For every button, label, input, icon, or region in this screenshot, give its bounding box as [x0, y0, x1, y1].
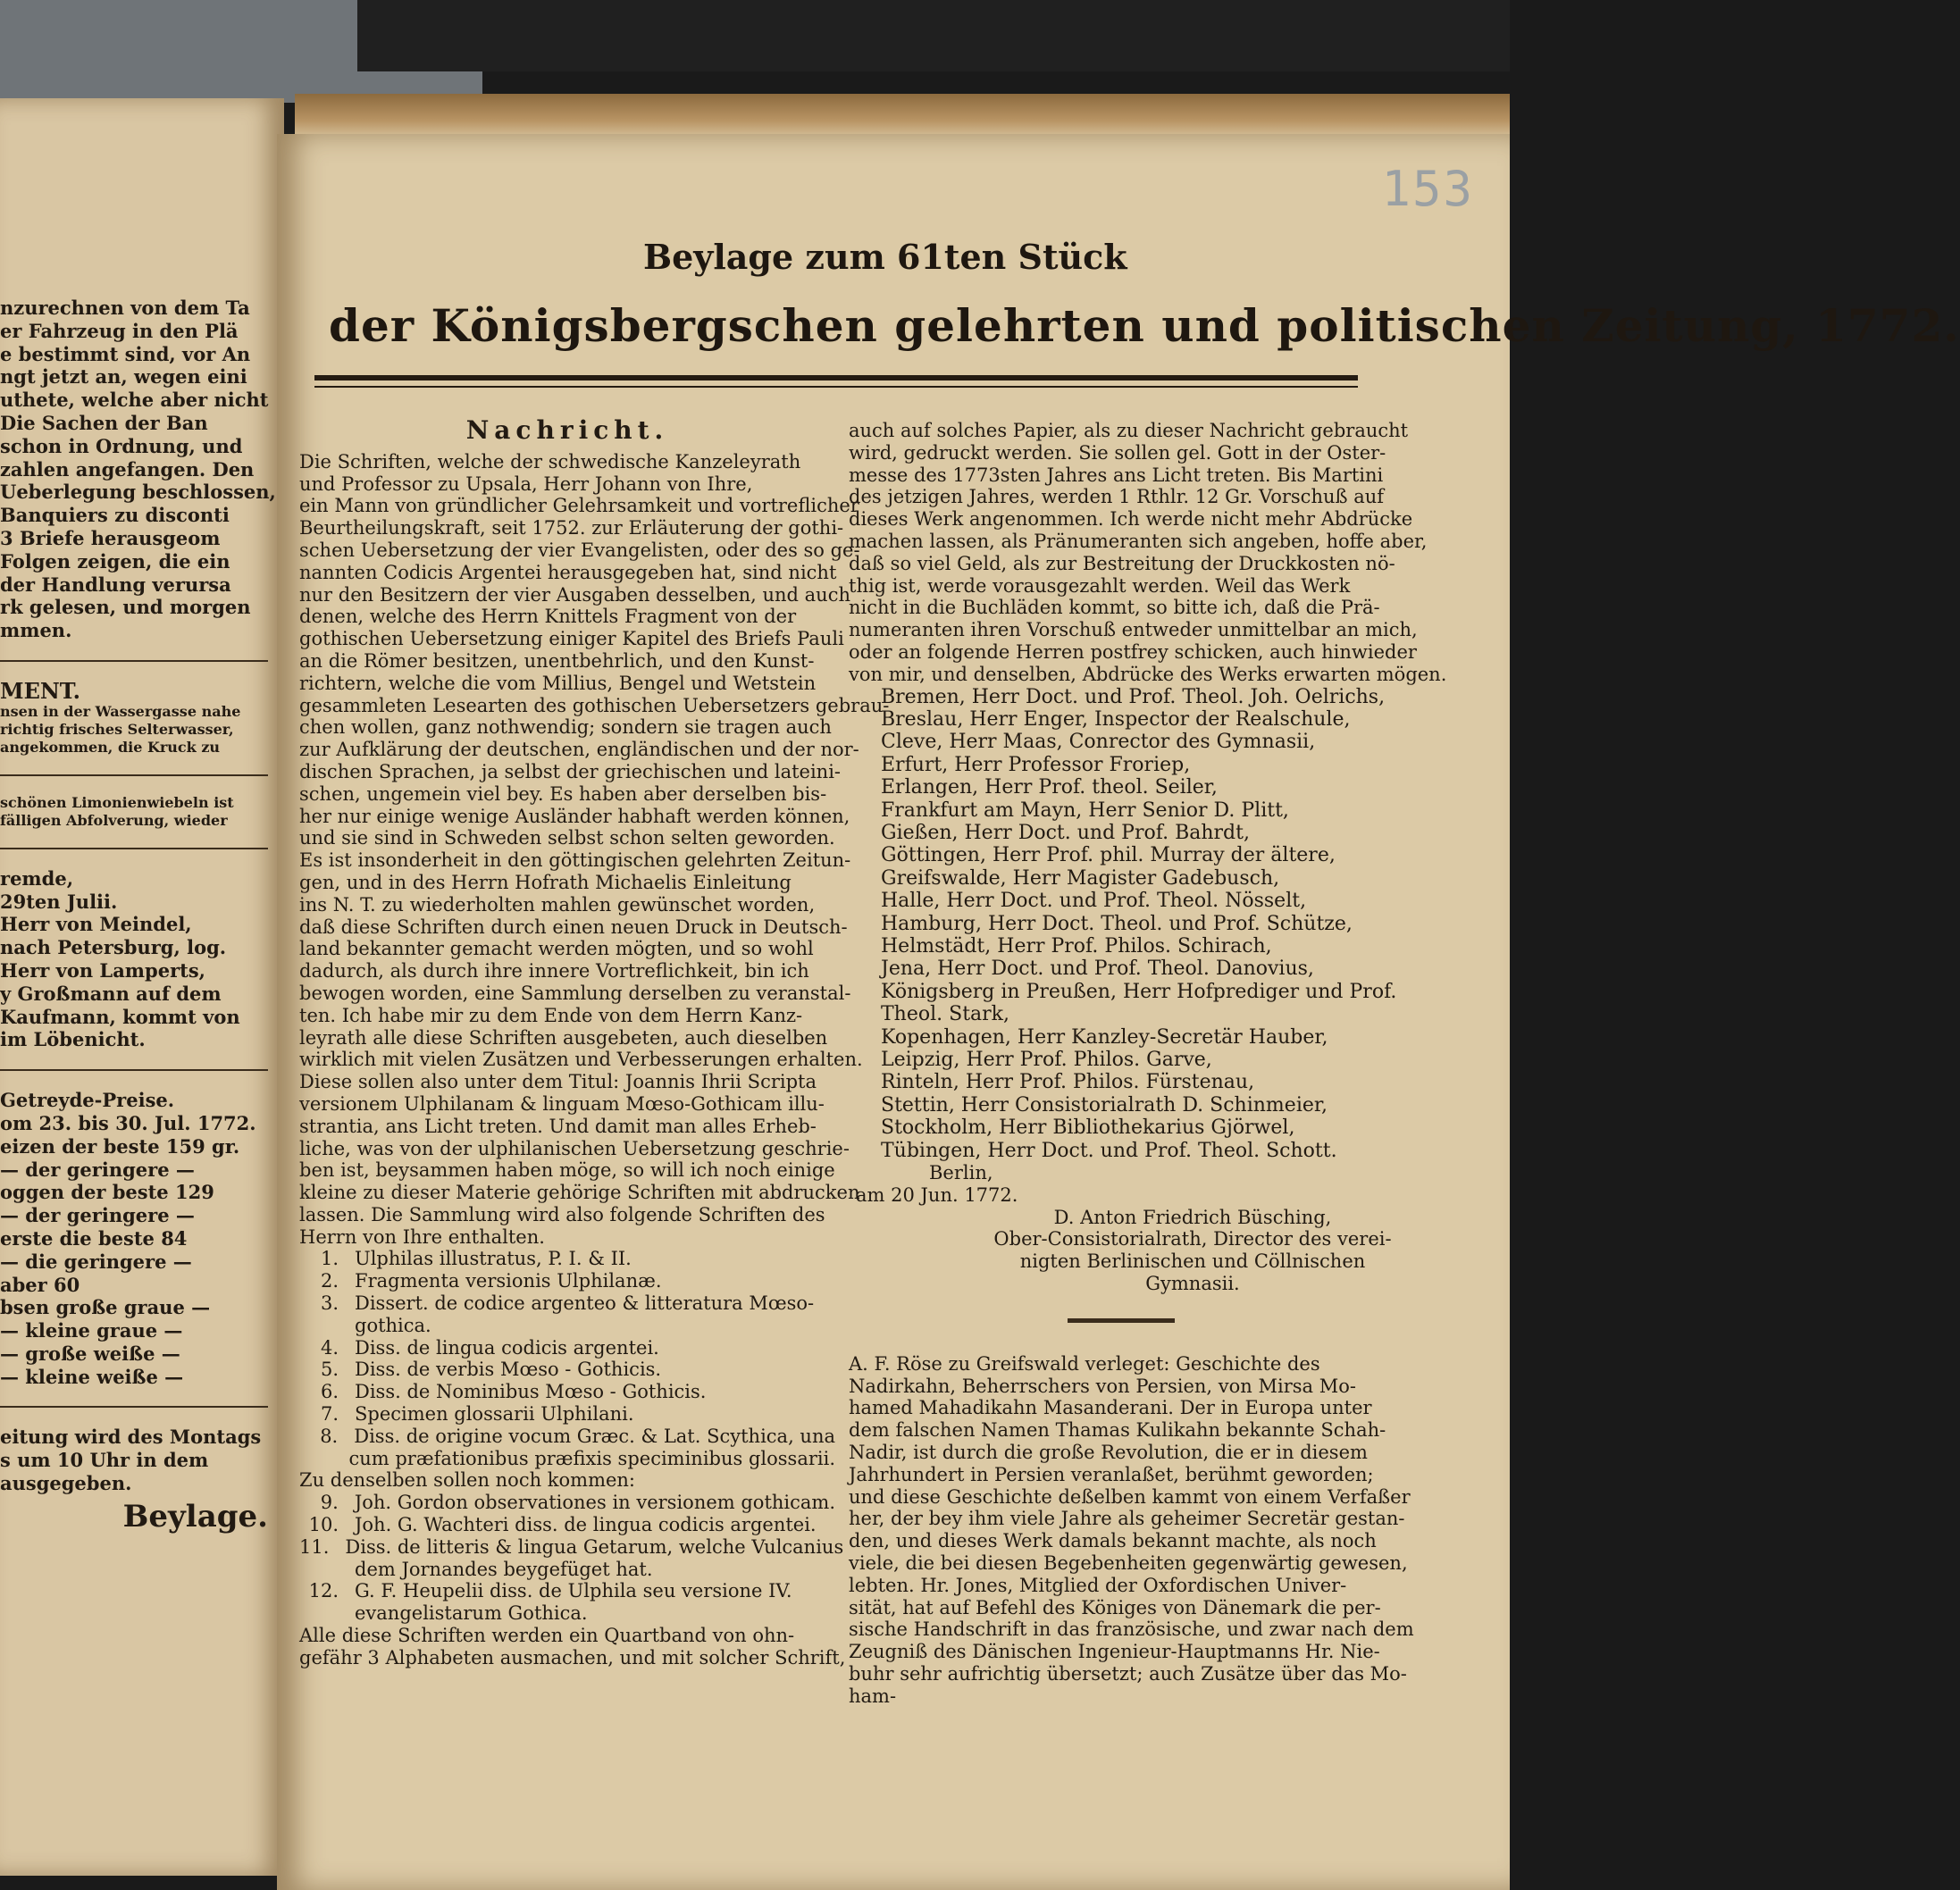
- left-text-line: Folgen zeigen, die ein: [0, 549, 230, 573]
- article-line: und Professor zu Upsala, Herr Johann von Ihre,: [299, 472, 753, 495]
- ornament-rule: [1068, 1318, 1175, 1323]
- article-line: thig ist, werde vorausgezahlt werden. Weil das Werk: [849, 574, 1351, 597]
- left-text-line: uthete, welche aber nicht: [0, 389, 269, 412]
- agent-place: Erlangen, Herr Prof. theol. Seiler,: [881, 776, 1218, 799]
- left-text-line: er Fahrzeug in den Plä: [0, 319, 239, 342]
- article-line: gesammleten Lesearten des gothischen Uebersetzers gebrau-: [299, 694, 890, 716]
- list-text: Diss. de litteris & lingua Getarum, welche Vulcanius: [345, 1535, 844, 1558]
- arrivals-line: nach Petersburg, log.: [0, 936, 227, 959]
- list-item: [299, 1248, 835, 1270]
- article-line: ins N. T. zu wiederholten mahlen gewünschet worden,: [299, 893, 816, 916]
- list-number: 4.: [320, 1336, 339, 1359]
- grain-price-line: eizen der beste 159 gr.: [0, 1134, 240, 1158]
- list-number: 3.: [320, 1292, 339, 1315]
- article-line: viele, die bei diesen Begebenheiten gegenwärtig gewesen,: [849, 1552, 1408, 1575]
- article-line: versionem Ulphilanam & linguam Mœso-Gothicam illu-: [299, 1092, 825, 1115]
- left-text-line: Ueberlegung beschlossen,: [0, 481, 276, 504]
- list-number: [299, 1315, 355, 1337]
- article-column-left: [299, 415, 890, 1669]
- article-line: chen wollen, ganz nothwendig; sondern sie tragen auch: [299, 716, 832, 739]
- list-item: [299, 1492, 835, 1514]
- agent-place: Stettin, Herr Consistorialrath D. Schinmeier,: [881, 1093, 1328, 1116]
- article-line: Nadir, ist durch die große Revolution, die er in diesem: [849, 1442, 1368, 1464]
- list-text: G. F. Heupelii diss. de Ulphila seu versione IV.: [355, 1580, 792, 1602]
- grain-price-line: aber 60: [0, 1273, 80, 1296]
- list-item: [299, 1403, 835, 1426]
- article-line: oder an folgende Herren postfrey schicken, auch hinwieder: [849, 640, 1417, 663]
- list-item: [299, 1292, 835, 1315]
- left-text-line: Die Sachen der Ban: [0, 411, 208, 434]
- list-item: [299, 1602, 835, 1625]
- article-line: messe des 1773sten Jahres ans Licht treten. Bis Martini: [849, 464, 1384, 486]
- left-text-line: Banquiers zu disconti: [0, 504, 230, 527]
- agent-place: Bremen, Herr Doct. und Prof. Theol. Joh. Oelrichs,: [881, 685, 1386, 708]
- arrivals-line: Herr von Lamperts,: [0, 958, 205, 982]
- page-edges: [295, 94, 1510, 138]
- left-page: [0, 98, 284, 1876]
- signature-line: nigten Berlinischen und Cöllnischen: [1019, 1250, 1366, 1273]
- section-rule: [0, 1406, 268, 1408]
- section-rule: [0, 1069, 268, 1071]
- left-text-line: 3 Briefe herausgeom: [0, 526, 221, 549]
- page-number: 153: [1381, 161, 1474, 217]
- article-line: und diese Geschichte deßelben kammt von einem Verfaßer: [849, 1485, 1411, 1508]
- list-text: Diss. de Nominibus Mœso - Gothicis.: [355, 1381, 707, 1403]
- article-line: Es ist insonderheit in den göttingischen gelehrten Zeitun-: [299, 849, 851, 872]
- article-line: daß so viel Geld, als zur Bestreitung der Druckkosten nö-: [849, 552, 1395, 574]
- article-line: Herrn von Ihre enthalten.: [299, 1225, 545, 1248]
- left-text-line: mmen.: [0, 619, 72, 642]
- article-line: land bekannter gemacht werden mögten, und so wohl: [299, 938, 814, 960]
- grain-price-line: bsen große graue —: [0, 1296, 211, 1319]
- title-rule-thick: [314, 375, 1358, 381]
- left-notice-line: fälligen Abfolverung, wieder: [0, 811, 228, 829]
- list-text: dem Jornandes beygefüget hat.: [355, 1558, 653, 1580]
- list-text: Diss. de lingua codicis argentei.: [355, 1336, 659, 1359]
- article-line: schen Uebersetzung der vier Evangelisten, oder des so ge-: [299, 539, 860, 561]
- article-line: ten. Ich habe mir zu dem Ende von dem Herrn Kanz-: [299, 1004, 803, 1026]
- article-line: wird, gedruckt werden. Sie sollen gel. Gott in der Oster-: [849, 441, 1386, 464]
- place-date: am 20 Jun. 1772.: [856, 1183, 1018, 1206]
- list-number: [299, 1448, 348, 1470]
- agent-place: Rinteln, Herr Prof. Philos. Fürstenau,: [881, 1071, 1255, 1094]
- list-item: [299, 1448, 835, 1470]
- left-notice-line: nsen in der Wassergasse nahe: [0, 702, 241, 720]
- article-line: machen lassen, als Pränumeranten sich angeben, hoffe aber,: [849, 530, 1428, 552]
- article-line: Alle diese Schriften werden ein Quartband von ohn-: [299, 1625, 795, 1647]
- article-line: wirklich mit vielen Zusätzen und Verbesserungen erhalten.: [299, 1049, 863, 1071]
- list-text: cum præfationibus præfixis speciminibus glossarii.: [348, 1447, 835, 1469]
- article-line: nur den Besitzern der vier Ausgaben desselben, und auch: [299, 583, 850, 606]
- agent-place: Kopenhagen, Herr Kanzley-Secretär Hauber,: [881, 1025, 1328, 1049]
- list-item: [299, 1580, 835, 1602]
- list-number: 11.: [299, 1535, 330, 1558]
- grain-price-line: — die geringere —: [0, 1250, 192, 1273]
- agent-place: Cleve, Herr Maas, Conrector des Gymnasii,: [881, 731, 1316, 754]
- left-text-line: zahlen angefangen. Den: [0, 457, 255, 481]
- agent-place: Hamburg, Herr Doct. Theol. und Prof. Schütze,: [881, 912, 1353, 935]
- article-line: zur Aufklärung der deutschen, engländischen und der nor-: [299, 739, 859, 761]
- grain-price-line: oggen der beste 129: [0, 1181, 214, 1204]
- issue-note-line: eitung wird des Montags: [0, 1426, 262, 1449]
- list-text: Dissert. de codice argenteo & litteratura Mœso-: [355, 1292, 815, 1315]
- place-date: Berlin,: [929, 1162, 993, 1184]
- article-title: Nachricht.: [465, 415, 669, 445]
- grain-price-line: — der geringere —: [0, 1204, 195, 1227]
- list-item: [299, 1514, 835, 1536]
- list-number: 6.: [320, 1381, 339, 1403]
- list-number: [299, 1602, 355, 1625]
- agent-place: Jena, Herr Doct. und Prof. Theol. Danovius,: [881, 958, 1314, 981]
- list-item: [299, 1359, 835, 1381]
- article-line: ham-: [849, 1685, 897, 1707]
- list-item: [299, 1381, 835, 1403]
- left-text-line: e bestimmt sind, vor An: [0, 342, 251, 365]
- list-number: 7.: [320, 1403, 339, 1426]
- newspaper-title: der Königsbergschen gelehrten und politischen Zeitung, 1772.: [329, 299, 1960, 352]
- article-line: gothischen Uebersetzung einiger Kapitel des Briefs Pauli: [299, 628, 844, 650]
- article-line: dischen Sprachen, ja selbst der griechischen und lateini-: [299, 760, 842, 782]
- article-line: dem falschen Namen Thamas Kulikahn bekannte Schah-: [849, 1419, 1386, 1442]
- article-line: dieses Werk angenommen. Ich werde nicht mehr Abdrücke: [849, 508, 1413, 531]
- list-item: [299, 1315, 835, 1337]
- article-line: den, und dieses Werk damals bekannt machte, als noch: [849, 1530, 1377, 1552]
- arrivals-line: Herr von Meindel,: [0, 913, 192, 936]
- left-text-line: rk gelesen, und morgen: [0, 596, 251, 619]
- list-number: 1.: [320, 1248, 339, 1270]
- list-number: 5.: [320, 1359, 339, 1381]
- article-line: schen, ungemein viel bey. Es haben aber derselben bis-: [299, 782, 827, 805]
- article-line: her, der bey ihm viele Jahre als geheimer Secretär gestan-: [849, 1508, 1405, 1530]
- agent-place: Gießen, Herr Doct. und Prof. Bahrdt,: [881, 822, 1250, 844]
- agent-place: Tübingen, Herr Doct. und Prof. Theol. Schott.: [881, 1139, 1337, 1162]
- list-number: 8.: [320, 1425, 339, 1447]
- left-page-text: [0, 297, 276, 1535]
- grain-price-line: Getreyde-Preise.: [0, 1089, 175, 1112]
- left-text-line: nzurechnen von dem Ta: [0, 297, 250, 319]
- arrivals-line: 29ten Julii.: [0, 890, 118, 913]
- article-line: Beurtheilungskraft, seit 1752. zur Erläuterung der gothi-: [299, 517, 844, 539]
- agent-place: Stockholm, Herr Bibliothekarius Gjörwel,: [881, 1116, 1295, 1140]
- agent-place: Helmstädt, Herr Prof. Philos. Schirach,: [881, 935, 1272, 958]
- article-line: numeranten ihren Vorschuß entweder unmittelbar an mich,: [849, 619, 1418, 641]
- list-text: Fragmenta versionis Ulphilanæ.: [355, 1270, 662, 1292]
- article-line: buhr sehr aufrichtig übersetzt; auch Zusätze über das Mo-: [849, 1663, 1407, 1685]
- left-text-line: schon in Ordnung, und: [0, 434, 243, 457]
- list-item: [299, 1559, 835, 1581]
- grain-price-line: erste die beste 84: [0, 1226, 188, 1250]
- agent-place: Erfurt, Herr Professor Froriep,: [881, 753, 1191, 776]
- article-line: lassen. Die Sammlung wird also folgende Schriften des: [299, 1203, 825, 1225]
- section-rule: [0, 660, 268, 662]
- article-line: strantia, ans Licht treten. Und damit man alles Erheb-: [299, 1115, 817, 1137]
- list-text: gothica.: [355, 1314, 431, 1336]
- article-line: leyrath alle diese Schriften ausgebeten, auch dieselben: [299, 1026, 828, 1049]
- issue-note-line: s um 10 Uhr in dem: [0, 1449, 209, 1472]
- article-line: her nur einige wenige Ausländer habhaft werden können,: [299, 805, 850, 827]
- article-line: Jahrhundert in Persien veranlaßet, berühmt geworden;: [849, 1463, 1374, 1485]
- article-line: dadurch, als durch ihre innere Vortreflichkeit, bin ich: [299, 960, 809, 983]
- agent-place: Breslau, Herr Enger, Inspector der Realschule,: [881, 707, 1351, 731]
- grain-price-line: — der geringere —: [0, 1158, 195, 1181]
- article-line: lebten. Hr. Jones, Mitglied der Oxfordischen Univer-: [849, 1574, 1347, 1596]
- list-number: 2.: [320, 1270, 339, 1292]
- article-line: liche, was von der ulphilanischen Uebersetzung geschrie-: [299, 1137, 850, 1159]
- grain-price-line: — große weiße —: [0, 1342, 180, 1365]
- signature-line: D. Anton Friedrich Büsching,: [1053, 1206, 1332, 1228]
- grain-price-line: — kleine graue —: [0, 1319, 183, 1342]
- article-line: richtern, welche die vom Millius, Bengel und Wetstein: [299, 672, 817, 694]
- agent-place: Königsberg in Preußen, Herr Hofprediger und Prof.: [881, 980, 1397, 1003]
- article-line: denen, welche des Herrn Knittels Fragment von der: [299, 606, 797, 628]
- grain-price-line: om 23. bis 30. Jul. 1772.: [0, 1111, 256, 1134]
- article-line: gen, und in des Herrn Hofrath Michaelis Einleitung: [299, 871, 792, 893]
- arrivals-line: y Großmann auf dem: [0, 982, 222, 1005]
- arrivals-line: im Löbenicht.: [0, 1028, 146, 1051]
- list-item: [299, 1535, 844, 1559]
- left-notice-line: angekommen, die Kruck zu: [0, 738, 221, 756]
- list-text: evangelistarum Gothica.: [355, 1602, 588, 1625]
- agent-place: Greifswalde, Herr Magister Gadebusch,: [881, 866, 1280, 890]
- left-notice-line: schönen Limonienwiebeln ist: [0, 793, 234, 811]
- article-line: gefähr 3 Alphabeten ausmachen, und mit solcher Schrift,: [299, 1646, 846, 1668]
- list-item: [299, 1426, 835, 1448]
- left-notice-line: richtig frisches Selterwasser,: [0, 720, 234, 738]
- list-item: [299, 1337, 835, 1359]
- list-text: Ulphilas illustratus, P. I. & II.: [355, 1248, 632, 1270]
- list-item: [299, 1270, 835, 1292]
- supplement-heading: Beylage zum 61ten Stück: [643, 237, 1127, 277]
- article-line: bewogen worden, eine Sammlung derselben zu veranstal-: [299, 982, 851, 1004]
- article-line: sische Handschrift in das französische, und zwar nach dem: [849, 1618, 1414, 1641]
- list-number: 9.: [320, 1492, 339, 1514]
- left-text-line: der Handlung verursa: [0, 573, 231, 596]
- agent-place: Frankfurt am Mayn, Herr Senior D. Plitt,: [881, 799, 1289, 822]
- article-line: daß diese Schriften durch einen neuen Druck in Deutsch-: [299, 916, 848, 938]
- article-line: nannten Codicis Argentei herausgegeben hat, sind nicht: [299, 561, 837, 583]
- article-line: und sie sind in Schweden selbst schon selten geworden.: [299, 827, 835, 849]
- article-line: von mir, und denselben, Abdrücke des Werks erwarten mögen.: [849, 663, 1447, 685]
- list-number: [299, 1559, 355, 1581]
- section-rule: [0, 848, 268, 849]
- agent-place: Halle, Herr Doct. und Prof. Theol. Nösselt,: [881, 890, 1307, 913]
- list-number: 12.: [308, 1580, 339, 1602]
- left-section-heading: MENT.: [0, 677, 80, 704]
- article-line: hamed Mahadikahn Masanderani. Der in Europa unter: [849, 1397, 1372, 1419]
- list-text: Joh. Gordon observationes in versionem gothicam.: [354, 1492, 835, 1514]
- article-line: sität, hat auf Befehl des Königes von Dänemark die per-: [849, 1596, 1381, 1618]
- grain-price-line: — kleine weiße —: [0, 1365, 184, 1388]
- article-line: Nadirkahn, Beherrschers von Persien, von Mirsa Mo-: [849, 1375, 1356, 1397]
- arrivals-line: Kaufmann, kommt von: [0, 1005, 240, 1028]
- list-text: Diss. de verbis Mœso - Gothicis.: [355, 1359, 662, 1381]
- article-line: ein Mann von gründlicher Gelehrsamkeit und vortreflicher: [299, 495, 859, 517]
- issue-note-line: ausgegeben.: [0, 1472, 132, 1495]
- article-line: A. F. Röse zu Greifswald verleget: Geschichte des: [849, 1352, 1320, 1375]
- signature-line: Gymnasii.: [1145, 1273, 1240, 1295]
- left-text-line: ngt jetzt an, wegen eini: [0, 365, 247, 389]
- arrivals-line: remde,: [0, 866, 74, 890]
- background-cloth: [357, 0, 1510, 71]
- article-line: an die Römer besitzen, unentbehrlich, und den Kunst-: [299, 649, 815, 672]
- article-line: Die Schriften, welche der schwedische Kanzeleyrath: [299, 450, 801, 472]
- article-line: auch auf solches Papier, als zu dieser Nachricht gebraucht: [849, 420, 1409, 441]
- agent-place: Leipzig, Herr Prof. Philos. Garve,: [881, 1049, 1212, 1072]
- section-rule: [0, 774, 268, 776]
- list-text: Joh. G. Wachteri diss. de lingua codicis argentei.: [355, 1514, 817, 1536]
- agent-place: Göttingen, Herr Prof. phil. Murray der ältere,: [881, 844, 1336, 867]
- article-line: Zeugniß des Dänischen Ingenieur-Hauptmanns Hr. Nie-: [849, 1641, 1380, 1663]
- article-line: des jetzigen Jahres, werden 1 Rthlr. 12 Gr. Vorschuß auf: [849, 486, 1385, 508]
- agent-place: Theol. Stark,: [881, 1003, 1009, 1026]
- article-line: nicht in die Buchläden kommt, so bitte ich, daß die Prä-: [849, 597, 1380, 619]
- signature-line: Ober-Consistorialrath, Director des verei-: [993, 1228, 1392, 1250]
- list-intro: Zu denselben sollen noch kommen:: [299, 1469, 636, 1492]
- catchword: Beylage.: [122, 1498, 268, 1535]
- title-rule-thin: [314, 386, 1358, 388]
- list-number: 10.: [308, 1514, 339, 1536]
- article-line: Diese sollen also unter dem Titul: Joannis Ihrii Scripta: [299, 1071, 817, 1093]
- list-text: Diss. de origine vocum Græc. & Lat. Scythica, una: [354, 1425, 835, 1447]
- article-column-right: [849, 420, 1447, 1708]
- article-line: ben ist, beysammen haben möge, so will ich noch einige: [299, 1159, 835, 1182]
- list-text: Specimen glossarii Ulphilani.: [355, 1403, 634, 1426]
- article-line: kleine zu dieser Materie gehörige Schriften mit abdrucken: [299, 1182, 860, 1204]
